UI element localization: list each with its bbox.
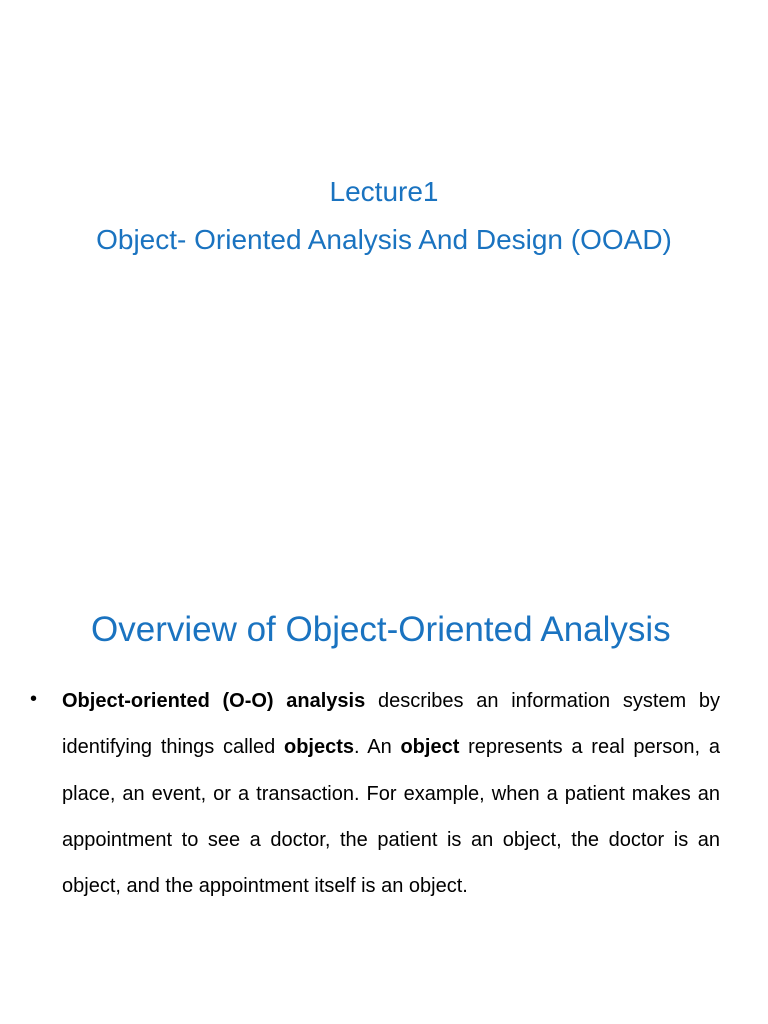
slide-2 <box>0 560 768 1024</box>
title-block <box>0 170 768 266</box>
lecture-title: Lecture1 <box>329 176 439 207</box>
para-text-2: . An <box>354 736 401 759</box>
bullet-icon: • <box>30 688 38 710</box>
term-oo-analysis: Object-oriented (O-O) analysis <box>62 690 366 712</box>
para-text-1: describes an information system by identifying things called <box>62 690 720 759</box>
term-object: object <box>400 736 460 759</box>
para-text-3: represents a real person, a place, an event, or a transaction. For example, when a patient makes an appointment to see a doctor, the patient is an object, the doctor is an object, and the appointment itself is an object. <box>62 736 720 898</box>
lecture-subtitle: Object- Oriented Analysis And Design (OOAD) <box>96 224 672 255</box>
body-paragraph <box>62 678 720 909</box>
slide-heading: Overview of Object-Oriented Analysis <box>91 610 671 649</box>
term-objects: objects <box>283 736 355 759</box>
